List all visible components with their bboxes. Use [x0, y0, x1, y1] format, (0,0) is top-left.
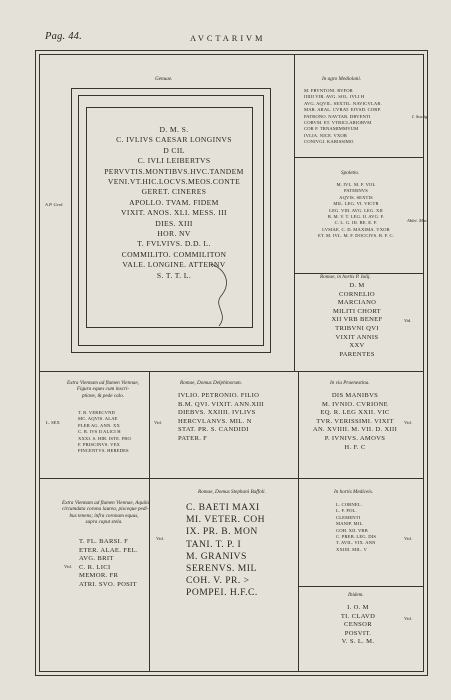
inscription-line: PERVVTIS.MONTIBVS.HVC.TANDEM	[104, 166, 244, 176]
inscription-line: PINCENTVS. HEREDES	[78, 448, 129, 454]
inscription-line: LVSIAE. C. D. MAXIMA. VXOR	[322, 226, 390, 232]
inscription-line: POMPEI. H.F.C.	[186, 587, 258, 599]
caption-delphinorum: Romae, Domus Delphinorum.	[180, 380, 242, 386]
inscription-line: MILITI CHORT	[332, 307, 382, 315]
inscription-line: TRIBVNI QVI	[335, 324, 379, 332]
inscription-line: MIL. LEG. VI. VICTR	[333, 201, 379, 207]
inscription-line: PATER. F	[178, 434, 208, 442]
inscription-petronio	[178, 392, 264, 444]
inscription-line: MI. VETER. COH	[186, 514, 266, 526]
inscription-line: MANIP. MIL.	[336, 521, 364, 527]
inscription-verecund	[78, 410, 131, 455]
inscription-genuae	[89, 125, 259, 281]
inscription-line: SERENVS. MIL	[186, 563, 257, 575]
inscription-line: B.M. QVI. VIXIT. ANN.XIII	[178, 400, 265, 408]
inscription-line: H. F. C	[344, 443, 366, 451]
inscription-line: COR P. TRNAMIMMVUM	[304, 126, 359, 132]
inscription-line: APOLLO. TVAM. FIDEM	[129, 197, 219, 207]
inscription-line: CLEMENTI	[336, 514, 361, 520]
caption-hortis-iulij: Romae, in hortis P. Iulij.	[320, 274, 371, 280]
inscription-line: TI. CLAVD	[340, 612, 376, 620]
caption-baffoli: Romae, Domus Stephani Baffoli.	[198, 489, 266, 495]
inscription-line: PATRONO. NAVTAR. DRVENTI	[304, 113, 371, 119]
inscription-line: VENI.VT.HIC.LOCVS.MEOS.CONTE	[107, 177, 241, 187]
side-label-vid: Vid.	[64, 564, 72, 569]
inscription-line: C. IVLIVS CAESAR LONGINVS	[116, 135, 232, 145]
stone-fracture-mark	[205, 262, 235, 328]
inscription-line: AVG. AQVIL. SEXTIL. NAVICVLAR.	[304, 100, 382, 106]
caption-extra-viennam-2	[62, 500, 150, 526]
mid-divider-2	[298, 372, 299, 672]
inscription-line: M. FRVNTONI. RVFOR	[304, 88, 353, 93]
inscription-line: I. O. M	[347, 604, 369, 611]
inscription-line: EQ. R. LEG XXII. VIC	[320, 409, 390, 417]
inscription-line: MC. AQVIS. ALAE	[78, 416, 118, 422]
inscription-line: C. R. LICI	[79, 563, 111, 571]
caption-line: circumdata corona laurea, pisceque pedi-	[62, 506, 149, 513]
inscription-line: CORVM. ET. VTRICLARIORVM	[304, 120, 372, 126]
page-number: Pag. 44.	[45, 31, 82, 42]
inscription-line: C. BAETI MAXI	[186, 502, 260, 513]
side-label-vid: Vid.	[404, 536, 412, 541]
inscription-line: ATRI. SVO. POSIT	[79, 580, 138, 588]
inscription-line: MARCIANO	[337, 299, 377, 307]
inscription-line: LEG. VIII. AVG. LEG. XII	[329, 207, 383, 213]
inscription-line: AVG. BRIT	[79, 555, 114, 563]
inscription-line: ETER. ALAE. FEL.	[79, 546, 138, 554]
mid-divider-1	[149, 372, 150, 672]
inscription-line: XXV	[349, 342, 365, 350]
inscription-line: DIES. XIII	[155, 218, 193, 228]
inscription-line: AQVIS. SEXTIS	[339, 194, 373, 200]
inscription-line: PARENTES	[339, 350, 375, 358]
caption-line: Extra Viennam ad flumen Viennae, Aquila	[62, 500, 150, 506]
inscription-spoletio	[303, 182, 409, 240]
inscription-line: T. FL. BARSI. F	[79, 538, 129, 545]
caption-genuae: Genuae.	[155, 76, 173, 82]
inscription-line: D. M	[349, 282, 365, 289]
top-divider-vertical	[294, 55, 295, 371]
caption-line: ptione, & pede calo.	[81, 392, 125, 399]
inscription-line: TVR. VERISSIMI. VIXIT	[316, 417, 394, 425]
inscription-claud	[318, 604, 398, 647]
inscription-line: IVLIO. PETRONIO. FILIO	[178, 392, 260, 399]
inscription-line: COH. V. PR. >	[186, 575, 250, 587]
caption-line: bus tenens; infra coronam equus,	[69, 512, 139, 519]
inscription-line: IVLIA. NICE. VXOR	[304, 132, 348, 138]
inscription-line: S. T. T. L.	[156, 270, 192, 280]
side-label-apgeol: A.P. Geol.	[45, 202, 64, 207]
running-title: AVCTARIVM	[190, 34, 266, 43]
caption-line: Figura eques cum inscri-	[76, 386, 130, 393]
inscription-cornelio	[305, 282, 412, 359]
inscription-line: IX. PR. B. MON	[186, 526, 258, 538]
inscription-curione	[305, 392, 405, 452]
inscription-line: L. F. POL.	[336, 508, 357, 514]
inscription-mediolani	[304, 88, 382, 146]
inscription-line: PLEB AG. ANN. XX	[78, 422, 120, 428]
inscription-line: P. IVNIVS. AMOVS	[324, 434, 386, 442]
inscription-line: CONIVGI. KARISSIMO	[304, 139, 354, 145]
inscription-line: C. PREB. LEG. DIS	[336, 534, 377, 540]
inscription-line: MEMOR. FR	[79, 572, 119, 580]
inscription-line: STAT. PR. S. CANDIDI	[178, 426, 249, 434]
inscription-line: AN. XVIIII. M. VII. D. XIII	[312, 426, 398, 434]
caption-line: supra caput stela.	[85, 519, 123, 526]
inscription-line: XII VRB BENEF	[331, 316, 383, 324]
inscription-line: C. L. G. III. BE. E. F.	[334, 220, 378, 226]
inscription-line: TANI. T. P. I	[186, 538, 242, 550]
section-divider-middle	[40, 371, 424, 372]
inscription-line: B. M. V. T. LEG. II. AVG. F.	[327, 214, 385, 220]
inscription-cornel	[336, 502, 376, 553]
inscription-line: XXXI. S. HIR. ISTE. FRO	[78, 435, 131, 441]
inscription-baeti	[186, 502, 265, 600]
inscription-line: POSVIT.	[344, 629, 372, 637]
inscription-line: VIXIT. ANOS. XLI. MESS. III	[121, 208, 227, 218]
inscription-line: V. S. L. M.	[341, 638, 375, 646]
section-divider-bottom	[40, 478, 424, 479]
inscription-line: T. B. VERECVND	[78, 410, 115, 415]
inscription-line: MAR. ARAL. CVRAT. EIVSD. CORP.	[304, 107, 381, 113]
inscription-line: COMMILITO. COMMILITON	[121, 249, 227, 259]
caption-extra-viennam-1	[58, 380, 148, 399]
side-label-vid: Vid.	[404, 420, 412, 425]
caption-spoletio: Spoletio.	[341, 170, 360, 176]
right-column-divider-1	[295, 157, 424, 158]
side-label-vid: Vid.	[154, 420, 162, 425]
inscription-line: C. IVLI LEIBERTVS	[137, 156, 211, 166]
side-label-lsex: L. SEX	[46, 420, 60, 425]
caption-hortis-mediceis: In hortis Mediceis.	[334, 489, 374, 495]
inscription-line: C. B. IVS II ALICI H	[78, 429, 121, 435]
inscription-barsi	[79, 538, 138, 590]
side-label-ablet: Ablet. Mar.	[407, 218, 428, 223]
inscription-line: L. CORNEL.	[336, 502, 363, 507]
inscription-line: ET. M. IVL. M. F. DOCCIVS. B. F. C.	[317, 233, 395, 239]
inscription-line: F. PRISCINVS. VEX	[78, 442, 120, 448]
inscription-line: PATERNVS	[344, 188, 368, 194]
inscription-line: T. FVLVIVS. D.D. L.	[137, 239, 211, 249]
inscription-line: M. IVNIO. CVRIONE	[321, 400, 389, 408]
inscription-line: CENSOR	[344, 621, 372, 629]
bottom-right-divider	[299, 586, 424, 587]
caption-ibidem: Ibidem.	[348, 592, 364, 598]
caption-agro-mediolani: In agro Mediolani.	[322, 76, 362, 82]
side-label-vid: Vid.	[156, 536, 164, 541]
inscription-line: M. IVL. M. F. VOL	[336, 182, 376, 187]
inscription-line: D CIL	[163, 145, 185, 155]
inscription-line: COH. XII. VRB	[336, 527, 368, 533]
caption-praenestina: In via Praenestina.	[330, 380, 370, 386]
inscription-line: HOR. NV	[157, 229, 191, 239]
inscription-line: VALE. LONGINE. ATTERNV	[122, 260, 226, 270]
inscription-line: T. AVIL. VIX. ANN	[336, 540, 376, 546]
inscription-line: GERET. CINERES	[141, 187, 207, 197]
side-label-vid: Vid.	[404, 616, 412, 621]
inscription-line: DIS MANIBVS	[331, 392, 379, 399]
inscription-line: D. M. S.	[159, 125, 189, 134]
inscription-line: M. GRANIVS	[186, 550, 247, 562]
inscription-line: VIXIT ANNIS	[335, 333, 379, 341]
side-label-vid: Vid.	[404, 318, 412, 323]
inscription-line: CORNELIO	[339, 290, 375, 298]
inscription-line: HERCVLANVS. MIL. N	[178, 417, 252, 425]
side-label-scalig: I. Scalig.	[412, 114, 429, 119]
inscription-line: XXIIII. MIL. V	[336, 546, 367, 552]
inscription-line: DIEBVS. XXIIII. IVLIVS	[178, 409, 256, 417]
inscription-line: IIIIII VIR. AVG. SOL. IVLI H	[304, 94, 365, 100]
caption-line: Extra Viennam ad flumen Viennae,	[67, 380, 139, 386]
